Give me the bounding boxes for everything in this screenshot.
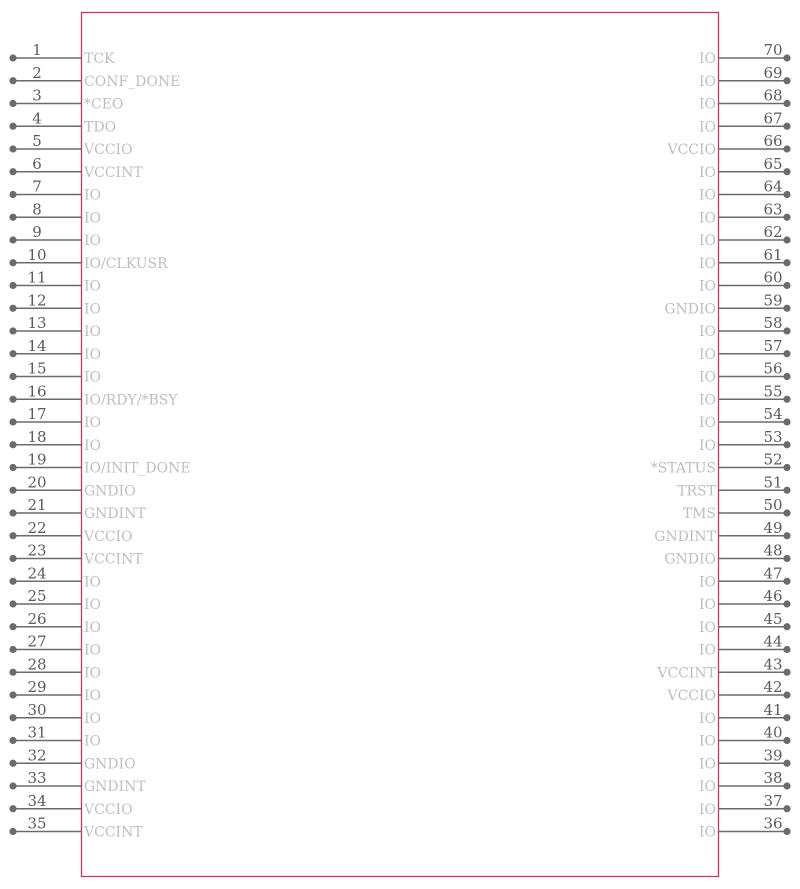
pin-name: GNDIO (664, 301, 716, 318)
pin-number: 59 (763, 291, 783, 310)
pin-11 (9, 269, 101, 295)
pin-number: 15 (27, 359, 47, 378)
pin-number: 46 (763, 587, 783, 605)
pin-name: GNDIO (664, 551, 716, 568)
pin-name: IO (698, 642, 716, 659)
pin-endpoint (9, 214, 16, 221)
pin-name: IO (84, 210, 102, 227)
pin-number: 27 (27, 632, 47, 651)
pin-5 (9, 132, 132, 158)
pin-name: GNDIO (84, 483, 136, 500)
pin-endpoint (783, 282, 790, 289)
pin-35 (9, 815, 143, 841)
pin-number: 58 (763, 314, 783, 332)
pin-3 (9, 87, 123, 113)
pin-name: VCCIO (84, 801, 133, 818)
pin-name: IO (84, 301, 102, 318)
pin-number: 65 (763, 154, 783, 173)
pin-endpoint (783, 441, 790, 448)
pin-name: IO (698, 574, 716, 591)
pin-name: IO (698, 756, 716, 773)
pin-number: 25 (27, 587, 47, 605)
pin-endpoint (783, 305, 790, 312)
pin-number: 3 (32, 86, 42, 105)
pin-name: IO (84, 346, 102, 363)
pin-endpoint (783, 191, 790, 198)
pin-number: 33 (27, 769, 47, 787)
pin-name: IO (698, 824, 716, 841)
pin-name: IO (84, 437, 102, 454)
pin-number: 55 (763, 382, 783, 401)
pin-endpoint (783, 418, 790, 425)
pin-number: 21 (27, 496, 47, 514)
pin-name: TMS (682, 506, 716, 522)
pin-endpoint (9, 691, 16, 698)
pin-number: 10 (27, 245, 47, 264)
pin-name: IO/RDY/*BSY (84, 392, 178, 409)
pin-number: 48 (763, 541, 783, 560)
pin-name: IO (84, 665, 102, 682)
pin-endpoint (9, 191, 16, 198)
pin-endpoint (783, 760, 790, 767)
pin-number: 49 (763, 518, 783, 537)
pin-number: 28 (27, 655, 47, 674)
pin-name: IO (84, 619, 102, 636)
pin-6 (9, 155, 143, 181)
pin-name: VCCINT (84, 551, 143, 568)
pin-endpoint (9, 487, 16, 494)
pin-name: IO (84, 597, 102, 613)
pin-number: 62 (763, 223, 783, 241)
pin-endpoint (783, 145, 790, 152)
pin-number: 40 (763, 723, 783, 742)
pin-name: IO (698, 51, 716, 67)
pin-endpoint (783, 737, 790, 744)
pin-name: VCCINT (84, 824, 143, 841)
pin-name: TCK (84, 51, 115, 67)
pin-number: 54 (763, 405, 783, 423)
pin-endpoint (783, 646, 790, 653)
pin-27 (9, 633, 101, 659)
pin-17 (9, 405, 101, 431)
pin-number: 29 (27, 678, 47, 696)
pin-26 (9, 610, 101, 636)
pin-endpoint (9, 100, 16, 107)
pin-endpoint (9, 737, 16, 744)
pin-name: IO (698, 437, 716, 454)
pin-endpoint (783, 396, 790, 403)
pin-name: IO (698, 392, 716, 409)
pin-endpoint (783, 782, 790, 789)
pin-endpoint (9, 782, 16, 789)
pin-number: 5 (32, 132, 42, 150)
pin-name: IO (698, 187, 716, 204)
pin-name: IO (698, 278, 716, 295)
pin-number: 2 (32, 63, 42, 82)
pin-24 (9, 564, 101, 590)
pin-number: 60 (763, 268, 783, 287)
pin-endpoint (783, 600, 790, 607)
pin-endpoint (783, 805, 790, 812)
pin-endpoint (783, 509, 790, 516)
pin-name: IO (84, 710, 102, 727)
pin-number: 63 (763, 200, 783, 219)
pin-endpoint (9, 669, 16, 676)
pin-name: *STATUS (650, 460, 716, 477)
pin-number: 64 (763, 177, 783, 196)
pin-name: IO (84, 733, 102, 750)
pin-31 (9, 724, 101, 750)
pin-endpoint (783, 714, 790, 721)
pin-number: 1 (32, 41, 42, 59)
pin-number: 44 (763, 632, 783, 651)
pin-number: 31 (27, 723, 47, 742)
pin-number: 53 (763, 427, 783, 446)
pin-number: 38 (763, 769, 783, 787)
pin-name: IO (698, 233, 716, 249)
pin-endpoint (783, 236, 790, 243)
pin-number: 12 (27, 291, 47, 310)
pin-number: 9 (32, 223, 42, 241)
pin-name: IO (84, 187, 102, 204)
pin-name: IO (698, 801, 716, 818)
pin-endpoint (9, 646, 16, 653)
pin-name: TDO (84, 119, 117, 136)
pin-name: IO (698, 96, 716, 113)
pin-name: IO (84, 688, 102, 704)
pin-1 (9, 41, 115, 67)
pin-25 (9, 587, 101, 613)
pin-number: 32 (27, 746, 47, 765)
pin-8 (9, 200, 101, 226)
pin-endpoint (783, 669, 790, 676)
pin-name: IO (84, 278, 102, 295)
pin-number: 36 (763, 814, 783, 833)
pin-number: 30 (27, 700, 47, 719)
pin-name: TRST (677, 483, 716, 500)
pin-number: 37 (763, 791, 783, 810)
pin-endpoint (783, 77, 790, 84)
pin-endpoint (9, 623, 16, 630)
pin-endpoint (9, 555, 16, 562)
pin-7 (9, 178, 101, 204)
pin-endpoint (783, 578, 790, 585)
pin-name: IO (84, 324, 102, 340)
pin-number: 43 (763, 655, 783, 674)
pin-endpoint (9, 396, 16, 403)
pin-endpoint (783, 373, 790, 380)
pin-name: IO (84, 369, 102, 386)
pin-number: 66 (763, 132, 783, 150)
pin-name: CONF_DONE (84, 73, 181, 90)
pin-name: VCCIO (667, 688, 716, 704)
pin-number: 18 (27, 427, 47, 446)
pin-endpoint (783, 828, 790, 835)
pin-endpoint (9, 714, 16, 721)
pin-name: IO (698, 710, 716, 727)
pin-13 (9, 314, 101, 340)
pin-number: 11 (27, 268, 47, 287)
pin-endpoint (9, 77, 16, 84)
pin-name: IO (84, 233, 102, 249)
pin-number: 26 (27, 609, 47, 628)
pin-number: 52 (763, 450, 783, 469)
pin-number: 68 (763, 86, 783, 105)
pin-number: 8 (32, 200, 42, 219)
pin-name: VCCIO (84, 142, 133, 158)
pin-name: IO (698, 619, 716, 636)
pin-endpoint (9, 282, 16, 289)
pin-endpoint (783, 532, 790, 539)
pin-endpoint (783, 327, 790, 334)
pin-14 (9, 337, 101, 363)
pin-endpoint (783, 123, 790, 130)
pin-name: IO/CLKUSR (84, 255, 168, 272)
pin-endpoint (9, 327, 16, 334)
pin-endpoint (9, 464, 16, 471)
pin-endpoint (9, 578, 16, 585)
pin-endpoint (783, 464, 790, 471)
pin-number: 61 (763, 245, 783, 264)
pin-number: 70 (763, 41, 783, 59)
pin-endpoint (783, 350, 790, 357)
pin-number: 24 (27, 564, 47, 583)
pin-4 (9, 109, 116, 135)
pin-number: 23 (27, 541, 47, 560)
pin-endpoint (9, 373, 16, 380)
pin-endpoint (9, 350, 16, 357)
pin-endpoint (9, 259, 16, 266)
pin-endpoint (9, 600, 16, 607)
pin-name: IO (698, 255, 716, 272)
pin-name: *CEO (84, 96, 124, 113)
pin-name: IO (698, 415, 716, 431)
pin-number: 69 (763, 63, 783, 82)
pin-endpoint (783, 100, 790, 107)
pin-28 (9, 655, 101, 681)
pin-name: IO (698, 119, 716, 136)
pin-12 (9, 291, 101, 317)
pin-number: 20 (27, 473, 47, 492)
pin-36 (699, 815, 791, 841)
pin-name: IO (698, 324, 716, 340)
pin-name: IO (698, 73, 716, 90)
pin-name: VCCINT (84, 164, 143, 181)
pin-name: IO (698, 733, 716, 750)
pin-endpoint (783, 214, 790, 221)
pin-29 (9, 678, 101, 704)
pin-name: IO (84, 574, 102, 591)
pin-number: 42 (763, 678, 783, 696)
left-pin-group (9, 41, 190, 841)
pin-endpoint (9, 805, 16, 812)
pin-name: GNDIO (84, 756, 136, 773)
pin-name: IO (84, 415, 102, 431)
pin-number: 7 (32, 177, 42, 196)
pin-number: 19 (27, 450, 47, 469)
pin-name: VCCIO (667, 142, 716, 158)
pin-number: 17 (27, 405, 47, 423)
pin-number: 47 (763, 564, 783, 583)
pin-endpoint (9, 441, 16, 448)
pin-number: 34 (27, 791, 47, 810)
pin-endpoint (783, 259, 790, 266)
right-pin-group (651, 41, 791, 841)
pin-number: 67 (763, 109, 783, 128)
pin-endpoint (9, 760, 16, 767)
pin-name: IO (698, 210, 716, 227)
pin-number: 56 (763, 359, 783, 378)
pin-endpoint (9, 418, 16, 425)
pin-number: 41 (763, 700, 783, 719)
pin-endpoint (783, 54, 790, 61)
pin-name: IO (698, 779, 716, 795)
pin-endpoint (783, 691, 790, 698)
pin-name: IO (84, 642, 102, 659)
pin-endpoint (783, 623, 790, 630)
pin-endpoint (9, 509, 16, 516)
pin-name: VCCINT (657, 665, 716, 682)
pin-number: 51 (763, 473, 783, 492)
pin-number: 39 (763, 746, 783, 765)
pin-number: 35 (27, 814, 47, 833)
pin-name: VCCIO (84, 528, 133, 545)
pin-number: 16 (27, 382, 47, 401)
pin-name: GNDINT (84, 779, 146, 795)
pin-15 (9, 360, 101, 386)
pin-name: IO (698, 164, 716, 181)
pin-number: 50 (763, 496, 783, 514)
pin-name: IO (698, 369, 716, 386)
pin-endpoint (783, 487, 790, 494)
pin-number: 45 (763, 609, 783, 628)
pin-endpoint (9, 54, 16, 61)
pin-number: 6 (32, 154, 42, 173)
pin-endpoint (9, 532, 16, 539)
pin-number: 57 (763, 336, 783, 355)
pin-9 (9, 223, 101, 249)
pin-name: GNDINT (654, 528, 716, 545)
pin-name: GNDINT (84, 506, 146, 522)
pin-endpoint (783, 555, 790, 562)
pin-endpoint (9, 236, 16, 243)
pin-number: 22 (27, 518, 47, 537)
pin-endpoint (783, 168, 790, 175)
pin-endpoint (9, 168, 16, 175)
pin-endpoint (9, 305, 16, 312)
pin-number: 14 (27, 336, 47, 355)
pin-name: IO (698, 597, 716, 613)
pin-30 (9, 701, 101, 727)
pin-number: 4 (32, 109, 42, 128)
pin-endpoint (9, 828, 16, 835)
component-body (82, 13, 719, 877)
pin-endpoint (9, 123, 16, 130)
pin-name: IO/INIT_DONE (84, 460, 191, 477)
pin-name: IO (698, 346, 716, 363)
pin-number: 13 (27, 314, 47, 332)
pin-endpoint (9, 145, 16, 152)
pin-18 (9, 428, 101, 454)
